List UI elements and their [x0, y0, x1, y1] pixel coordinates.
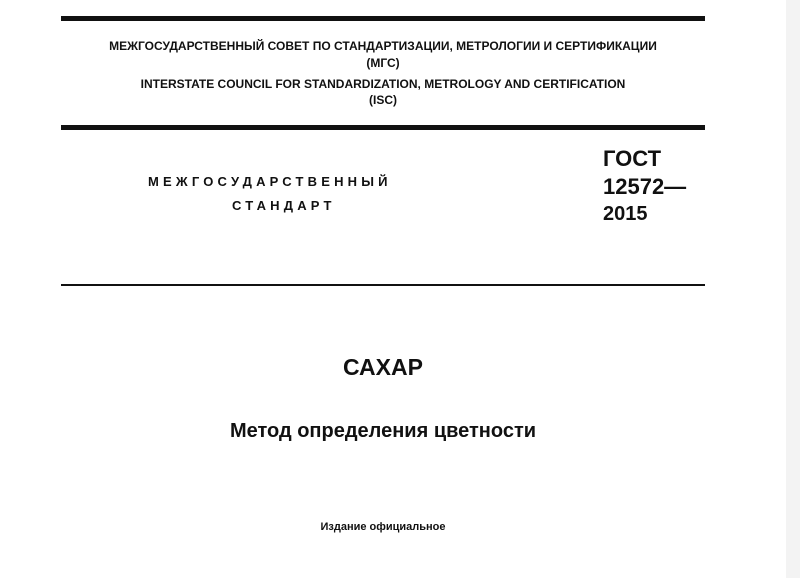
- standard-type-line1: МЕЖГОСУДАРСТВЕННЫЙ: [148, 174, 392, 189]
- gost-number: 12572—: [603, 174, 687, 199]
- gost-prefix: ГОСТ: [603, 146, 662, 171]
- standard-bottom-rule: [61, 284, 705, 286]
- council-name-en: INTERSTATE COUNCIL FOR STANDARDIZATION, METROLOGY AND CERTIFICATION: [140, 77, 626, 91]
- gost-designation: [603, 145, 713, 227]
- header-bottom-rule: [61, 125, 705, 130]
- council-abbr-ru: (МГС): [366, 56, 400, 70]
- top-rule: [61, 16, 705, 21]
- document-subtitle: Метод определения цветности: [229, 420, 537, 442]
- document-title: САХАР: [343, 354, 423, 380]
- viewer-gutter: [786, 0, 800, 578]
- standard-type-line2: СТАНДАРТ: [232, 198, 336, 213]
- council-name-ru: МЕЖГОСУДАРСТВЕННЫЙ СОВЕТ ПО СТАНДАРТИЗАЦИИ, МЕТРОЛОГИИ И СЕРТИФИКАЦИИ: [109, 39, 657, 53]
- gost-year: 2015: [603, 203, 648, 225]
- edition-label: Издание официальное: [320, 521, 446, 533]
- council-abbr-en: (ISC): [369, 93, 397, 107]
